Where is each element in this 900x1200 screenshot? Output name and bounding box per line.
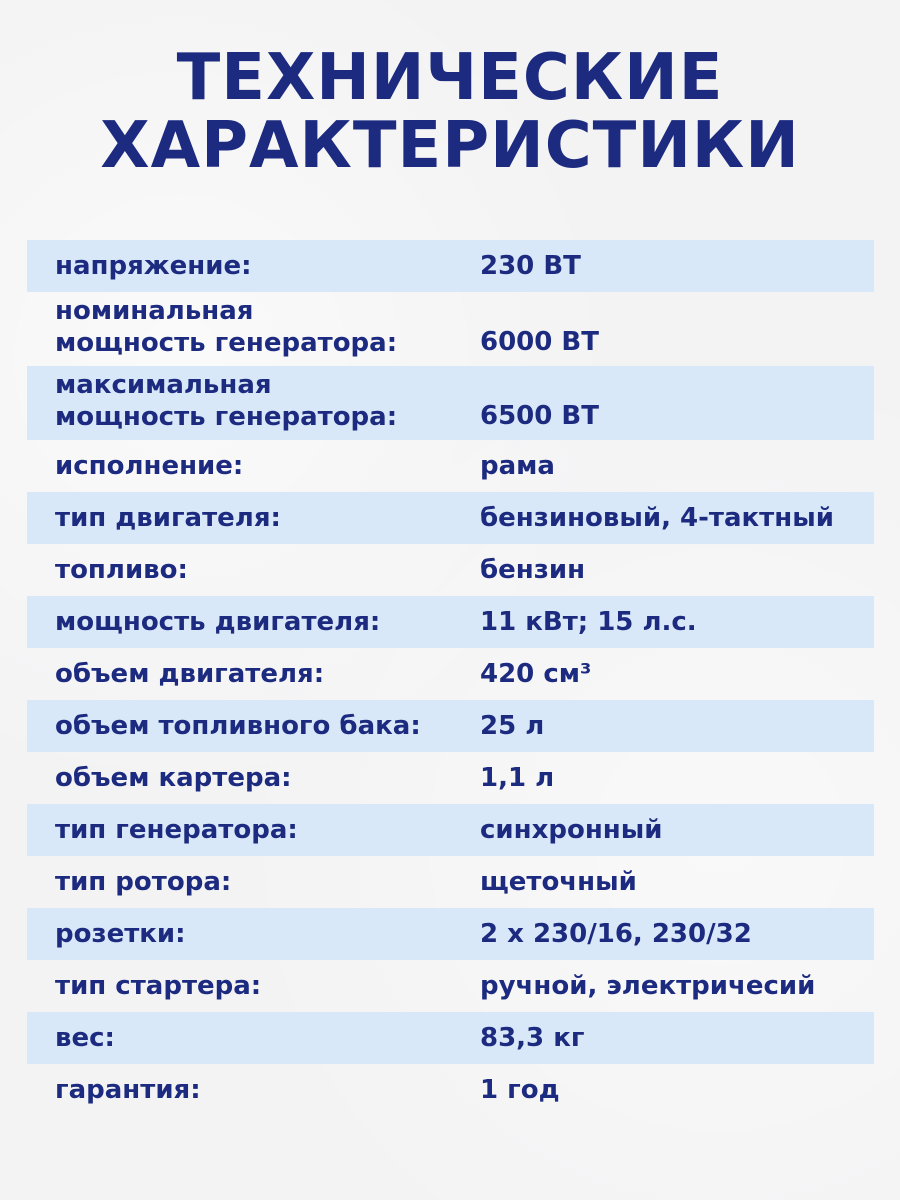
spec-row [27, 240, 874, 292]
spec-row [27, 544, 874, 596]
spec-label: объем картера: [55, 763, 292, 793]
spec-value: 230 ВТ [480, 251, 581, 281]
spec-row [27, 596, 874, 648]
spec-row [27, 648, 874, 700]
spec-row [27, 804, 874, 856]
spec-row [27, 1064, 874, 1116]
spec-label: гарантия: [55, 1075, 201, 1105]
spec-value: 83,3 кг [480, 1023, 585, 1053]
spec-label: тип генератора: [55, 815, 298, 845]
spec-row [27, 366, 874, 440]
spec-label: топливо: [55, 555, 188, 585]
spec-value: 6500 ВТ [480, 401, 599, 431]
spec-row [27, 292, 874, 366]
title-line-2: ХАРАКТЕРИСТИКИ [100, 109, 800, 183]
spec-row [27, 752, 874, 804]
spec-table [27, 240, 874, 1116]
spec-value: синхронный [480, 815, 663, 845]
spec-label: номинальная мощность генератора: [55, 296, 398, 358]
spec-label: максимальная мощность генератора: [55, 370, 398, 432]
spec-value: 25 л [480, 711, 545, 741]
spec-label: тип ротора: [55, 867, 232, 897]
spec-row [27, 492, 874, 544]
spec-row [27, 908, 874, 960]
spec-value: 6000 ВТ [480, 327, 599, 357]
spec-row [27, 700, 874, 752]
spec-value: щеточный [480, 867, 637, 897]
spec-value: рама [480, 451, 555, 481]
spec-label: тип двигателя: [55, 503, 281, 533]
spec-value: ручной, электричесий [480, 971, 816, 1001]
title-line-1: ТЕХНИЧЕСКИЕ [176, 41, 724, 115]
spec-label: объем топливного бака: [55, 711, 421, 741]
spec-label: исполнение: [55, 451, 244, 481]
spec-value: бензин [480, 555, 586, 585]
spec-value: 1,1 л [480, 763, 555, 793]
spec-label: вес: [55, 1023, 115, 1053]
spec-label: объем двигателя: [55, 659, 325, 689]
spec-row [27, 856, 874, 908]
spec-label: напряжение: [55, 251, 252, 281]
spec-row [27, 1012, 874, 1064]
spec-value: 1 год [480, 1075, 560, 1105]
spec-row [27, 960, 874, 1012]
spec-value: 420 см³ [480, 659, 592, 689]
spec-label: розетки: [55, 919, 186, 949]
spec-label: мощность двигателя: [55, 607, 381, 637]
spec-value: 2 х 230/16, 230/32 [480, 919, 752, 949]
page-title [0, 41, 900, 183]
spec-value: бензиновый, 4-тактный [480, 503, 834, 533]
spec-value: 11 кВт; 15 л.с. [480, 607, 697, 637]
spec-label: тип стартера: [55, 971, 262, 1001]
spec-row [27, 440, 874, 492]
